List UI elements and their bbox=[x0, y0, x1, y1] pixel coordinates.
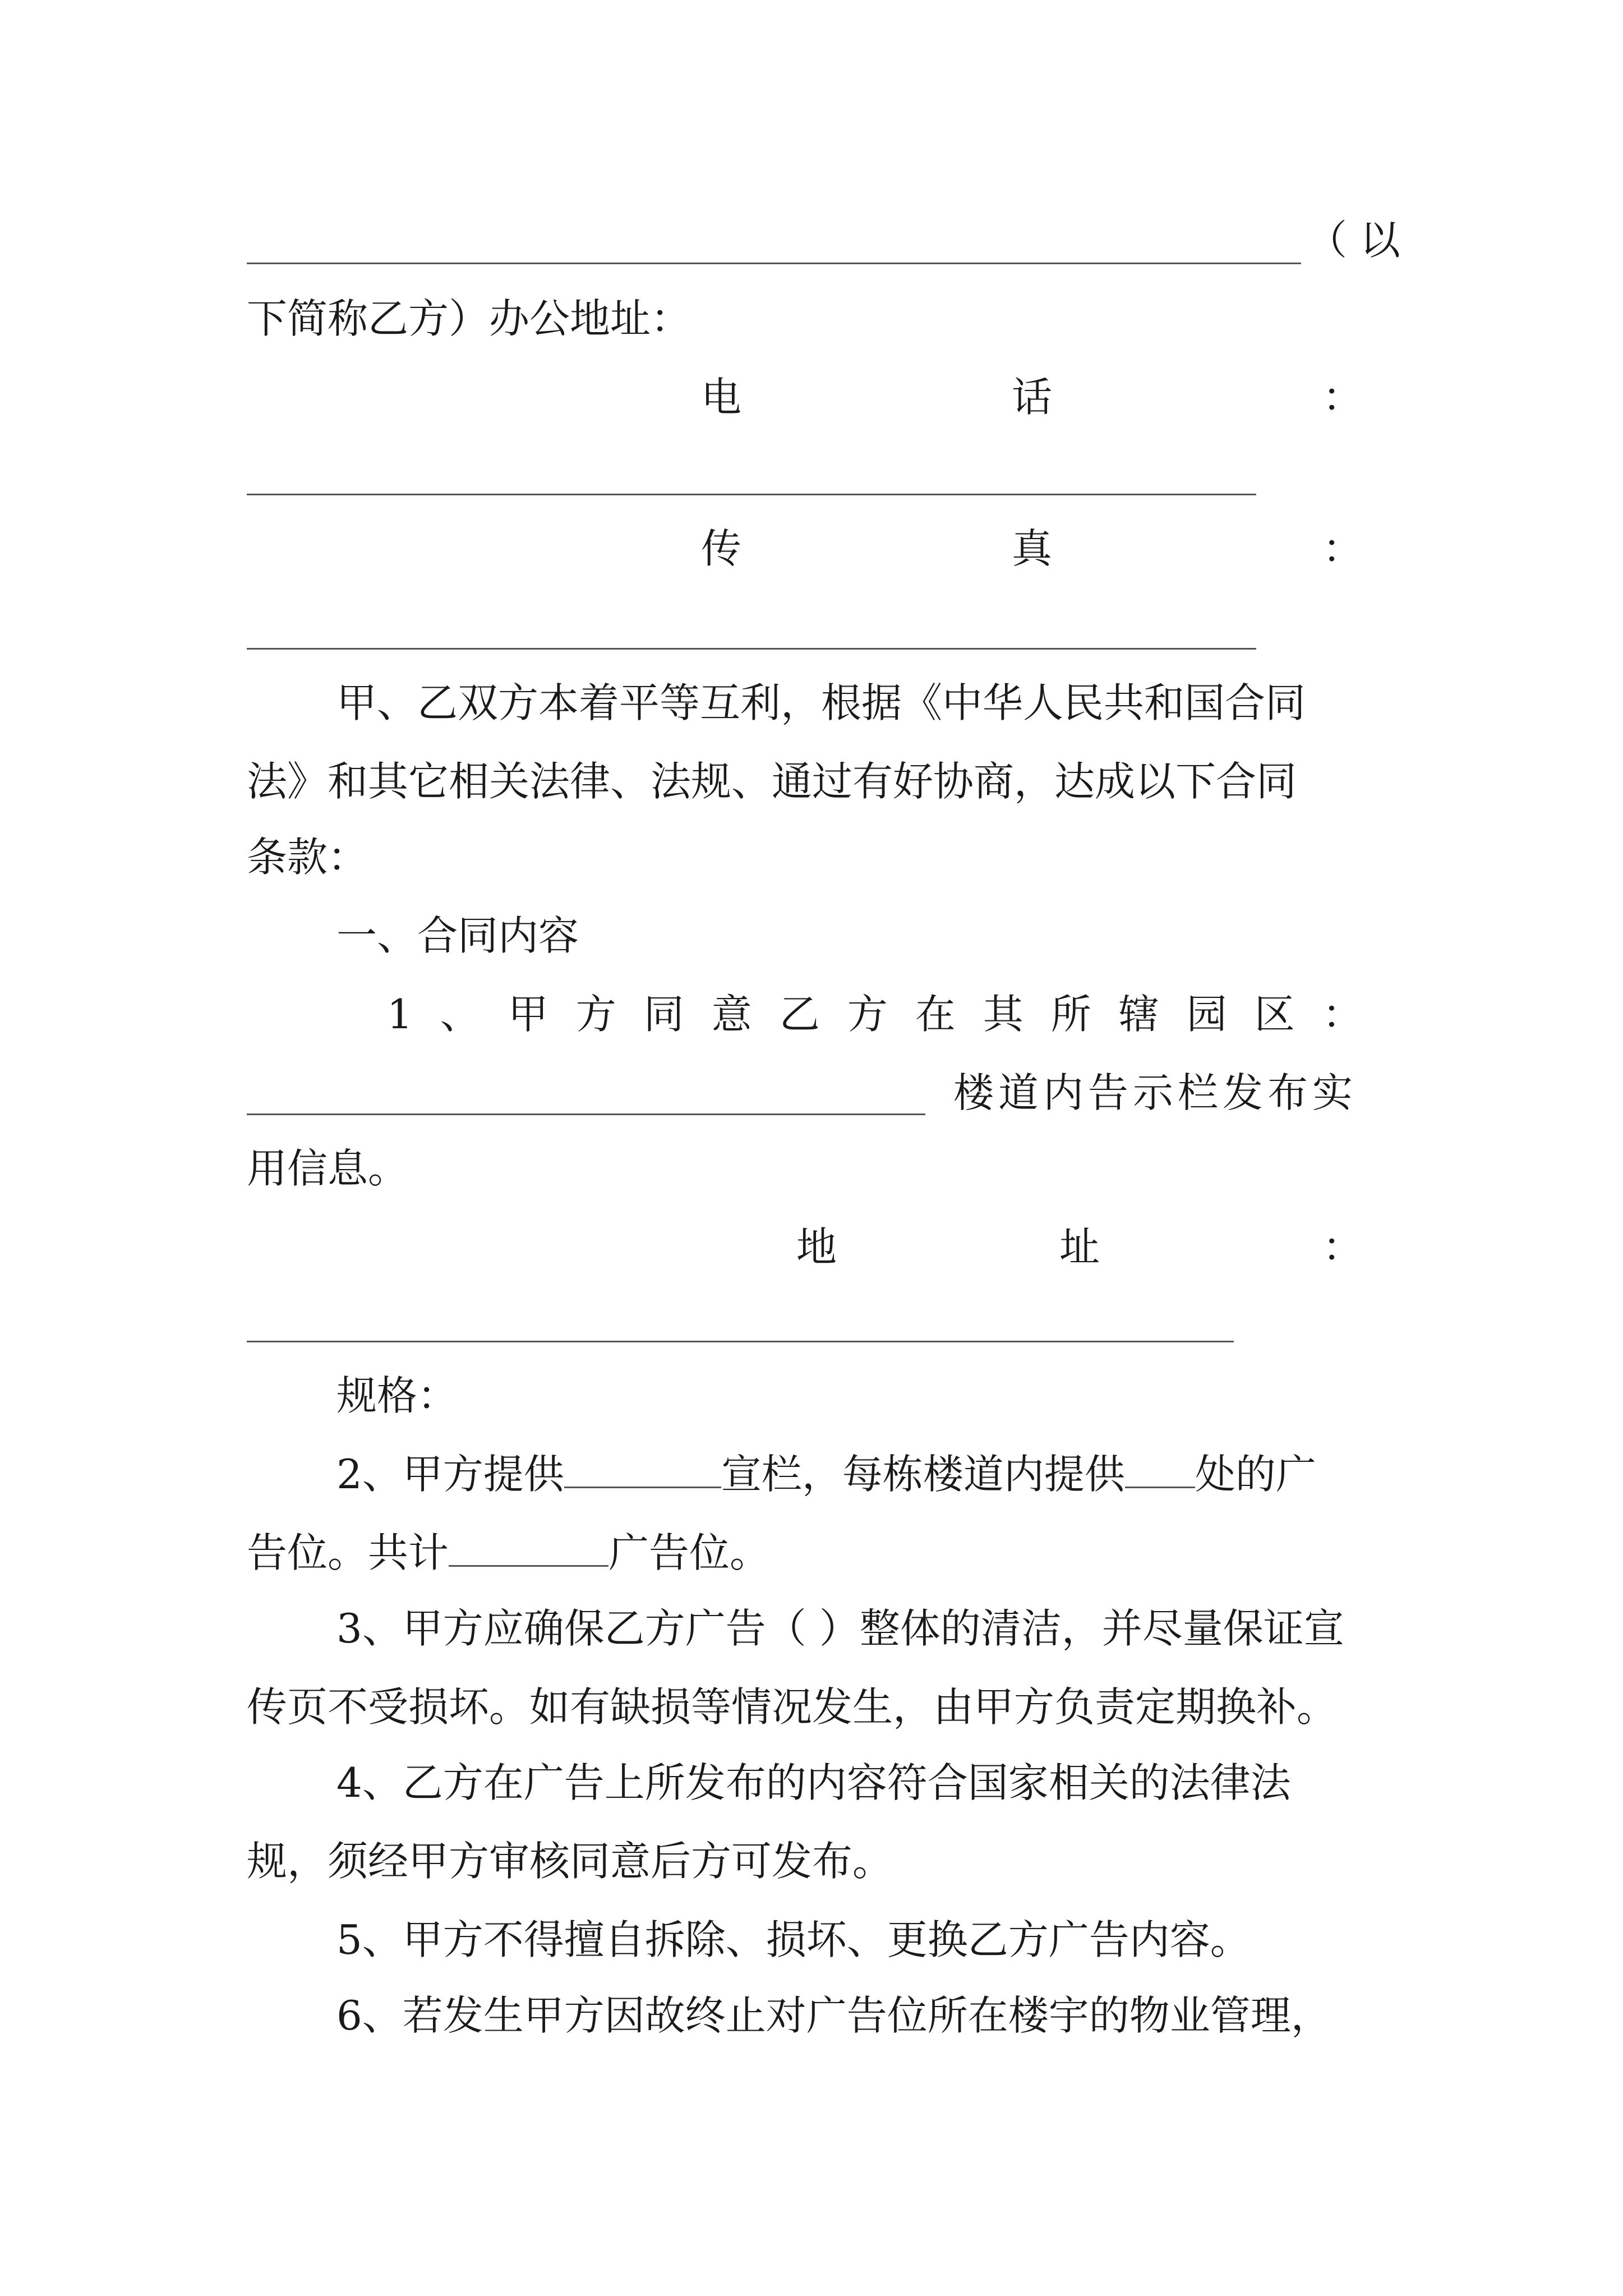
blank-line-phone bbox=[247, 494, 1256, 495]
text-line-1-end: （ 以 bbox=[1307, 217, 1400, 264]
item-1-char: 方 bbox=[575, 991, 616, 1038]
blank-line-fax bbox=[247, 648, 1256, 650]
item-2-text-a: 2、甲方提供 bbox=[336, 1451, 564, 1498]
phone-colon: ： bbox=[1322, 374, 1363, 421]
item-2-line-2 bbox=[247, 1526, 770, 1580]
paragraph-preamble-line-2: 法》和其它相关法律、法规、通过有好协商，达成以下合同 bbox=[247, 758, 1297, 805]
item-2-text-c: 处的广 bbox=[1195, 1451, 1316, 1498]
item-2-text-e: 广告位。 bbox=[608, 1529, 771, 1576]
item-1-char: 辖 bbox=[1118, 991, 1159, 1038]
item-1-char: 意 bbox=[711, 991, 752, 1038]
item-1-char: 甲 bbox=[508, 991, 548, 1038]
item-4-line-2: 规，须经甲方审核同意后方可发布。 bbox=[247, 1838, 893, 1885]
item-1-char: 其 bbox=[983, 991, 1023, 1038]
item-1-line-1 bbox=[387, 987, 1363, 1041]
item-4-line-1: 4、乙方在广告上所发布的内容符合国家相关的法律法 bbox=[336, 1759, 1291, 1806]
phone-label-row bbox=[701, 370, 1363, 424]
fax-colon: ： bbox=[1322, 525, 1363, 572]
item-1-line-3: 用信息。 bbox=[247, 1145, 409, 1192]
item-2-blank-c bbox=[449, 1531, 608, 1567]
item-1-char: 同 bbox=[643, 991, 684, 1038]
fax-label-row bbox=[701, 522, 1363, 576]
item-1-char: 区 bbox=[1254, 991, 1295, 1038]
section-heading-contract-content: 一、合同内容 bbox=[336, 912, 579, 959]
address-colon: ： bbox=[1322, 1223, 1363, 1271]
item-3-line-1: 3、甲方应确保乙方广告（ ）整体的清洁，并尽量保证宣 bbox=[336, 1605, 1344, 1652]
item-1-char: 所 bbox=[1050, 991, 1091, 1038]
item-1-char: 1 bbox=[387, 991, 413, 1038]
fax-char-2: 真 bbox=[1011, 525, 1052, 572]
item-1-char: 园 bbox=[1186, 991, 1227, 1038]
item-2-text-b: 宣栏，每栋楼道内提供 bbox=[721, 1451, 1125, 1498]
item-2-text-d: 告位。共计 bbox=[247, 1529, 449, 1576]
item-2-line-1 bbox=[336, 1447, 1316, 1501]
address-char-1: 地 bbox=[796, 1223, 837, 1271]
item-6-line-1: 6、若发生甲方因故终止对广告位所在楼宇的物业管理， bbox=[336, 1992, 1331, 2039]
blank-line-party-b-name bbox=[247, 263, 1301, 264]
item-5-line-1: 5、甲方不得擅自拆除、损坏、更换乙方广告内容。 bbox=[336, 1916, 1251, 1963]
item-1-char: ： bbox=[1322, 991, 1363, 1038]
paragraph-preamble-line-3: 条款： bbox=[247, 834, 368, 881]
item-1-char: 乙 bbox=[779, 991, 820, 1038]
item-2-blank-b bbox=[1125, 1453, 1195, 1488]
item-1-char: 方 bbox=[847, 991, 888, 1038]
address-char-2: 址 bbox=[1059, 1223, 1100, 1271]
blank-line-address bbox=[247, 1341, 1234, 1342]
text-party-b-office-address: 下简称乙方）办公地址： bbox=[247, 295, 691, 342]
spec-label: 规格： bbox=[336, 1372, 458, 1419]
paragraph-preamble-line-1: 甲、乙双方本着平等互利，根据《中华人民共和国合同 bbox=[336, 679, 1306, 726]
address-label-row bbox=[796, 1220, 1363, 1274]
blank-line-park-name bbox=[247, 1114, 925, 1115]
phone-char-2: 话 bbox=[1011, 374, 1052, 421]
item-3-line-2: 传页不受损坏。如有缺损等情况发生，由甲方负责定期换补。 bbox=[247, 1683, 1338, 1731]
item-1-char: 、 bbox=[440, 991, 481, 1038]
item-1-char: 在 bbox=[915, 991, 956, 1038]
item-1-line-2-text: 楼道内告示栏发布实 bbox=[953, 1069, 1358, 1116]
item-2-blank-a bbox=[564, 1453, 721, 1488]
fax-char-1: 传 bbox=[701, 525, 742, 572]
phone-char-1: 电 bbox=[701, 374, 742, 421]
